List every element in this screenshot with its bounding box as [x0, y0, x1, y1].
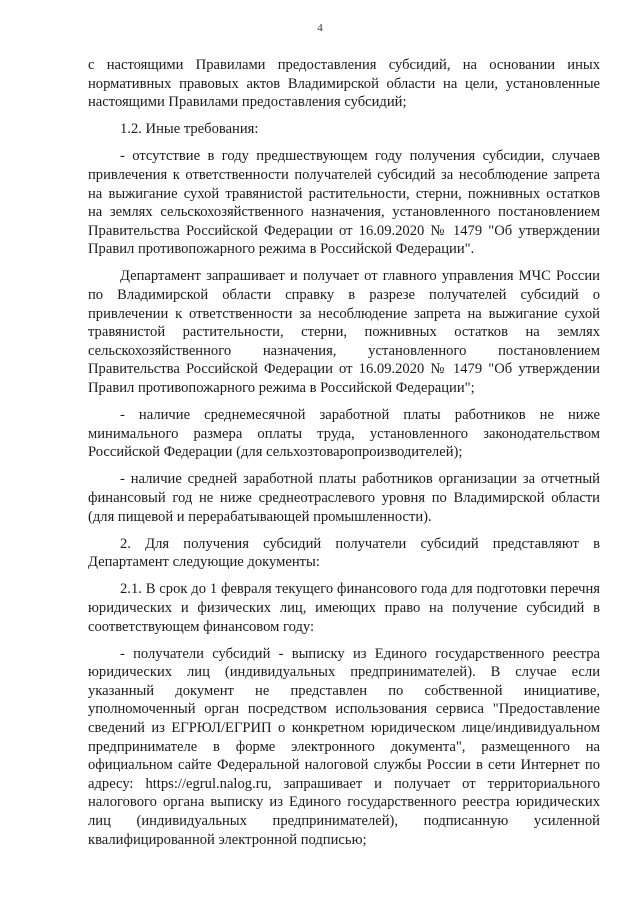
paragraph-department-request: Департамент запрашивает и получает от главного управления МЧС России по Владимирской области справку в разрезе получателей субсидий о привлечении к ответственности за несоблюдение запрета на выжигание сухой травянистой растительности, стерни, пожнивных остатков на землях сельскохозяйственного назначения, установленного постановлением Правительства Российской Федерации от 16.09.2020 № 1479 "Об утверждении Правил противопожарного режима в Российской Федерации"; [88, 268, 600, 396]
paragraph-section-2-intro: 2. Для получения субсидий получатели субсидий представляют в Департамент следующие документы: [88, 535, 600, 571]
document-body [88, 56, 600, 858]
paragraph-section-2-1: 2.1. В срок до 1 февраля текущего финансового года для подготовки перечня юридических и физических лиц, имеющих право на получение субсидий в соответствующем финансовом году: [88, 581, 600, 635]
paragraph-fire-ban-requirement: - отсутствие в году предшествующем году получения субсидии, случаев привлечения к ответственности получателей субсидий за несоблюдение запрета на выжигание сухой травянистой растительности, стерни, пожнивных остатков на землях сельскохозяйственного назначения, установленного постановлением Правительства Российской Федерации от 16.09.2020 № 1479 "Об утверждении Правил противопожарного режима в Российской Федерации". [88, 148, 600, 258]
paragraph-avg-wage-requirement: - наличие средней заработной платы работников организации за отчетный финансовый год не ниже среднеотраслевого уровня по Владимирской области (для пищевой и перерабатывающей промышленности). [88, 471, 600, 525]
page-number: 4 [317, 22, 323, 34]
paragraph-egrul-extract: - получатели субсидий - выписку из Единого государственного реестра юридических лиц (индивидуальных предпринимателей). В случае если указанный документ не представлен по собственной инициативе, уполномоченный орган посредством использования сервиса "Предоставление сведений из ЕГРЮЛ/ЕГРИП о конкретном юридическом лице/индивидуальном предпринимателе в форме электронного документа", размещенного на официальном сайте Федеральной налоговой службы России в сети Интернет по адресу: https://egrul.nalog.ru, запрашивает и получает от территориального налогового органа выписку из Единого государственного реестра юридических лиц (индивидуальных предпринимателей), подписанную усиленной квалифицированной электронной подписью; [88, 645, 600, 848]
paragraph-section-1-2-heading: 1.2. Иные требования: [120, 121, 259, 138]
paragraph-continuation: с настоящими Правилами предоставления субсидий, на основании иных нормативных правовых актов Владимирской области на цели, установленные настоящими Правилами предоставления субсидий; [88, 57, 600, 111]
paragraph-min-wage-requirement: - наличие среднемесячной заработной платы работников не ниже минимального размера оплаты труда, установленного законодательством Российской Федерации (для сельхозтоваропроизводителей); [88, 407, 600, 461]
